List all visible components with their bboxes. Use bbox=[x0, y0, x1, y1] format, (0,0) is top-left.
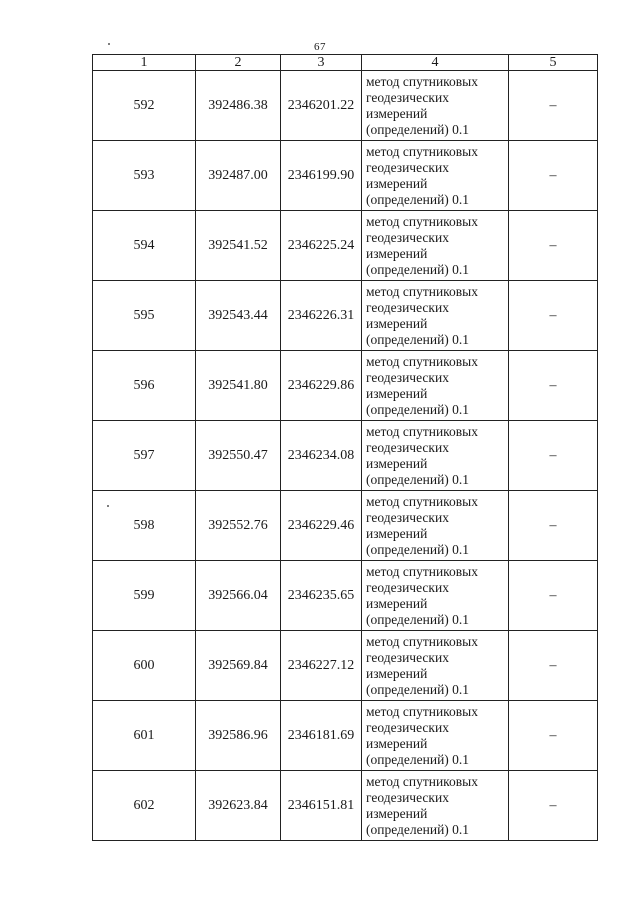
note-cell: – bbox=[509, 491, 598, 561]
point-number-cell: 602 bbox=[93, 771, 196, 841]
note-cell: – bbox=[509, 561, 598, 631]
note-cell: – bbox=[509, 281, 598, 351]
method-line: измерений bbox=[366, 455, 428, 471]
y-coordinate-cell: 2346234.08 bbox=[281, 421, 362, 491]
x-coordinate-cell: 392623.84 bbox=[196, 771, 281, 841]
point-number-cell: 599 bbox=[93, 561, 196, 631]
method-line: геодезических bbox=[366, 89, 449, 105]
method-cell bbox=[362, 281, 509, 351]
method-line: геодезических bbox=[366, 719, 449, 735]
method-line: метод спутниковых bbox=[366, 493, 478, 509]
method-line: (определений) 0.1 bbox=[366, 611, 470, 627]
method-line: (определений) 0.1 bbox=[366, 261, 470, 277]
x-coordinate-cell: 392569.84 bbox=[196, 631, 281, 701]
method-line: (определений) 0.1 bbox=[366, 681, 470, 697]
coordinates-table bbox=[92, 54, 598, 841]
method-line: метод спутниковых bbox=[366, 283, 478, 299]
note-cell: – bbox=[509, 421, 598, 491]
x-coordinate-cell: 392566.04 bbox=[196, 561, 281, 631]
method-cell bbox=[362, 71, 509, 141]
x-coordinate-cell: 392487.00 bbox=[196, 141, 281, 211]
method-line: измерений bbox=[366, 315, 428, 331]
method-line: метод спутниковых bbox=[366, 423, 478, 439]
method-line: (определений) 0.1 bbox=[366, 821, 470, 837]
method-line: измерений bbox=[366, 245, 428, 261]
y-coordinate-cell: 2346227.12 bbox=[281, 631, 362, 701]
table-row bbox=[93, 491, 598, 561]
table-row bbox=[93, 71, 598, 141]
note-cell: – bbox=[509, 71, 598, 141]
method-line: геодезических bbox=[366, 789, 449, 805]
method-line: измерений bbox=[366, 385, 428, 401]
table-row bbox=[93, 631, 598, 701]
method-line: геодезических bbox=[366, 369, 449, 385]
point-number-cell: 597 bbox=[93, 421, 196, 491]
method-cell bbox=[362, 141, 509, 211]
method-cell bbox=[362, 421, 509, 491]
method-line: измерений bbox=[366, 105, 428, 121]
method-cell bbox=[362, 771, 509, 841]
x-coordinate-cell: 392552.76 bbox=[196, 491, 281, 561]
table-row bbox=[93, 771, 598, 841]
column-header: 2 bbox=[196, 55, 281, 71]
column-header: 5 bbox=[509, 55, 598, 71]
method-line: метод спутниковых bbox=[366, 353, 478, 369]
table-row bbox=[93, 421, 598, 491]
scan-speck bbox=[108, 43, 110, 45]
note-cell: – bbox=[509, 141, 598, 211]
point-number-cell: 594 bbox=[93, 211, 196, 281]
method-cell bbox=[362, 701, 509, 771]
method-line: измерений bbox=[366, 175, 428, 191]
table-header-row bbox=[93, 55, 598, 71]
method-line: геодезических bbox=[366, 439, 449, 455]
method-line: измерений bbox=[366, 665, 428, 681]
method-cell bbox=[362, 211, 509, 281]
column-header: 1 bbox=[93, 55, 196, 71]
point-number-cell: 595 bbox=[93, 281, 196, 351]
method-line: (определений) 0.1 bbox=[366, 541, 470, 557]
y-coordinate-cell: 2346201.22 bbox=[281, 71, 362, 141]
method-line: метод спутниковых bbox=[366, 773, 478, 789]
method-line: метод спутниковых bbox=[366, 143, 478, 159]
point-number-cell: 600 bbox=[93, 631, 196, 701]
method-line: измерений bbox=[366, 595, 428, 611]
method-line: (определений) 0.1 bbox=[366, 331, 470, 347]
x-coordinate-cell: 392486.38 bbox=[196, 71, 281, 141]
point-number-cell: 596 bbox=[93, 351, 196, 421]
method-line: (определений) 0.1 bbox=[366, 121, 470, 137]
table-row bbox=[93, 281, 598, 351]
point-number-cell: 592 bbox=[93, 71, 196, 141]
method-line: геодезических bbox=[366, 649, 449, 665]
note-cell: – bbox=[509, 631, 598, 701]
method-line: геодезических bbox=[366, 299, 449, 315]
point-number-cell: 601 bbox=[93, 701, 196, 771]
note-cell: – bbox=[509, 771, 598, 841]
column-header: 4 bbox=[362, 55, 509, 71]
table-row bbox=[93, 351, 598, 421]
note-cell: – bbox=[509, 701, 598, 771]
point-number-cell: 593 bbox=[93, 141, 196, 211]
y-coordinate-cell: 2346151.81 bbox=[281, 771, 362, 841]
y-coordinate-cell: 2346229.46 bbox=[281, 491, 362, 561]
method-line: (определений) 0.1 bbox=[366, 401, 470, 417]
x-coordinate-cell: 392543.44 bbox=[196, 281, 281, 351]
x-coordinate-cell: 392550.47 bbox=[196, 421, 281, 491]
method-cell bbox=[362, 351, 509, 421]
method-cell bbox=[362, 631, 509, 701]
note-cell: – bbox=[509, 351, 598, 421]
y-coordinate-cell: 2346226.31 bbox=[281, 281, 362, 351]
method-line: метод спутниковых bbox=[366, 73, 478, 89]
point-number-cell: 598 bbox=[93, 491, 196, 561]
method-line: измерений bbox=[366, 525, 428, 541]
table-row bbox=[93, 141, 598, 211]
method-line: геодезических bbox=[366, 229, 449, 245]
x-coordinate-cell: 392586.96 bbox=[196, 701, 281, 771]
method-line: измерений bbox=[366, 805, 428, 821]
table-row bbox=[93, 211, 598, 281]
method-line: (определений) 0.1 bbox=[366, 191, 470, 207]
x-coordinate-cell: 392541.80 bbox=[196, 351, 281, 421]
method-line: метод спутниковых bbox=[366, 213, 478, 229]
method-line: геодезических bbox=[366, 579, 449, 595]
method-line: (определений) 0.1 bbox=[366, 751, 470, 767]
y-coordinate-cell: 2346225.24 bbox=[281, 211, 362, 281]
column-header: 3 bbox=[281, 55, 362, 71]
method-line: метод спутниковых bbox=[366, 563, 478, 579]
method-cell bbox=[362, 561, 509, 631]
table-row bbox=[93, 561, 598, 631]
method-cell bbox=[362, 491, 509, 561]
method-line: метод спутниковых bbox=[366, 633, 478, 649]
method-line: измерений bbox=[366, 735, 428, 751]
method-line: метод спутниковых bbox=[366, 703, 478, 719]
method-line: (определений) 0.1 bbox=[366, 471, 470, 487]
y-coordinate-cell: 2346181.69 bbox=[281, 701, 362, 771]
y-coordinate-cell: 2346199.90 bbox=[281, 141, 362, 211]
note-cell: – bbox=[509, 211, 598, 281]
method-line: геодезических bbox=[366, 509, 449, 525]
x-coordinate-cell: 392541.52 bbox=[196, 211, 281, 281]
method-line: геодезических bbox=[366, 159, 449, 175]
y-coordinate-cell: 2346229.86 bbox=[281, 351, 362, 421]
page-number: 67 bbox=[314, 41, 326, 53]
table-row bbox=[93, 701, 598, 771]
y-coordinate-cell: 2346235.65 bbox=[281, 561, 362, 631]
